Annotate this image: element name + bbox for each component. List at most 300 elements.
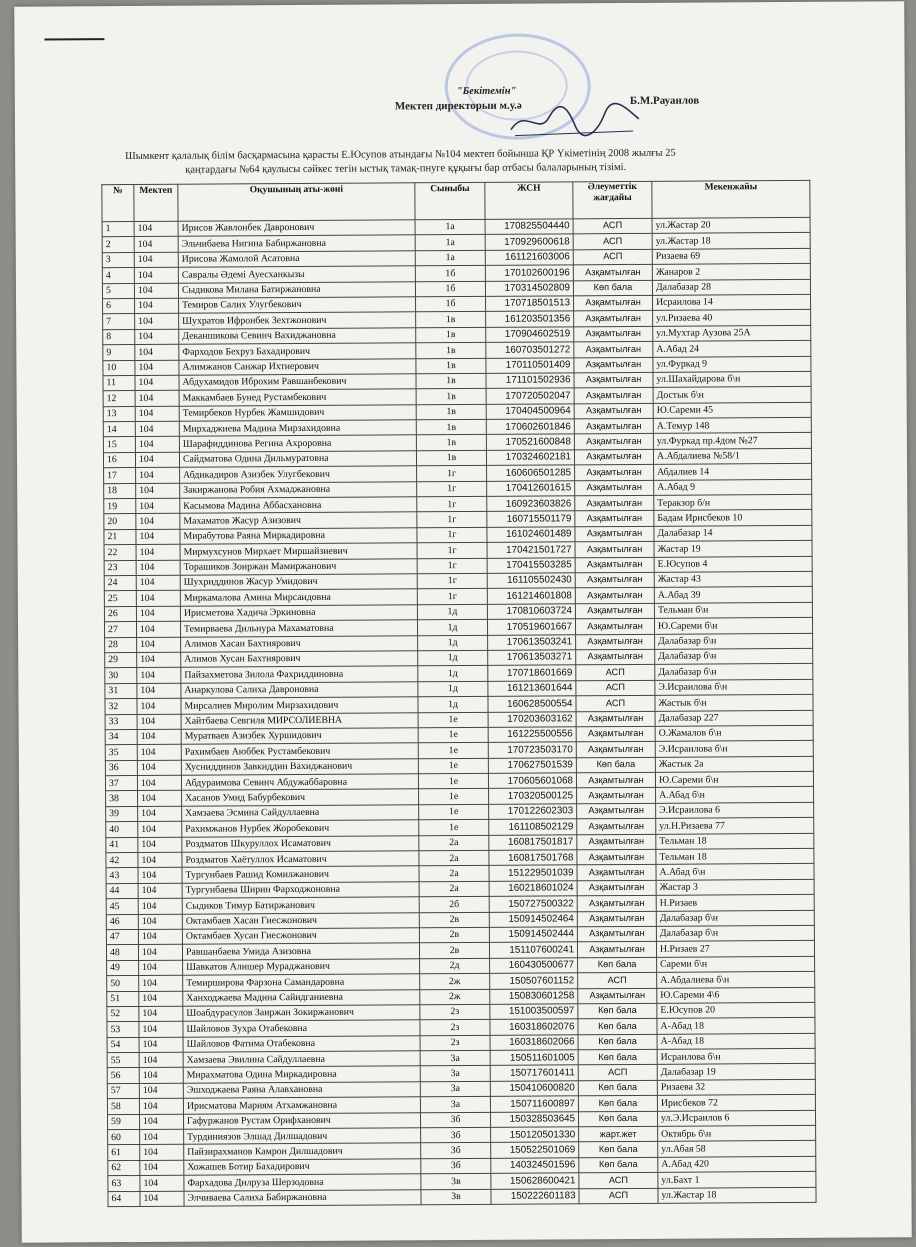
school-number: 104: [134, 221, 178, 237]
school-number: 104: [134, 283, 178, 299]
school-number: 104: [137, 668, 181, 684]
social-status: Азқамтылған: [574, 418, 653, 434]
social-status: Көп бала: [576, 757, 655, 773]
social-status: АСП: [579, 1188, 658, 1204]
class: 2а: [419, 850, 489, 866]
address: ул.Э.Исраилов 6: [657, 1110, 815, 1126]
student-name: Гафуржанов Рустам Орифханович: [183, 1112, 420, 1129]
student-name: Алимжанов Санжар Ихтиерович: [179, 358, 416, 375]
student-name: Темирширова Фарзона Самандаровна: [183, 974, 420, 991]
school-number: 104: [139, 960, 183, 976]
social-status: АСП: [578, 972, 657, 988]
row-number: 8: [103, 329, 135, 345]
class: 1г: [417, 543, 487, 559]
address: ул.Фуркад 9: [653, 356, 811, 372]
address: Далабазар б\н: [656, 910, 814, 926]
address: ул.Фуркад пр.4дом №27: [653, 433, 811, 449]
director-name: Б.М.Рауанлов: [629, 94, 700, 107]
row-number: 35: [105, 745, 137, 761]
school-number: 104: [134, 237, 178, 253]
row-number: 3: [102, 252, 134, 268]
class: 2а: [419, 881, 489, 897]
social-status: Азқамтылған: [575, 465, 654, 481]
address: Ю.Сареми б\н: [654, 618, 812, 634]
address: Е.Юсупов 20: [657, 1002, 815, 1018]
school-number: 104: [136, 514, 180, 530]
address: Исраилова 14: [653, 294, 811, 310]
class: 3в: [421, 1189, 491, 1205]
social-status: Көп бала: [579, 1142, 658, 1158]
social-status: Азқамтылған: [576, 634, 655, 650]
row-number: 12: [103, 391, 135, 407]
class: 1е: [418, 727, 488, 743]
row-number: 2: [102, 237, 134, 253]
row-number: 7: [103, 314, 135, 330]
student-name: Хамзаева Эвилина Сайдуллаевна: [183, 1051, 420, 1068]
row-number: 52: [107, 1006, 139, 1022]
address: А.Абад 9: [654, 479, 812, 495]
school-number: 104: [139, 1006, 183, 1022]
heading-line-2: қаңтардағы №64 қаулысы сәйкес тегін ыстық тамақ-пнуге құқығы бар отбасы балаларының тізімі.: [185, 161, 627, 176]
address: А.Абад б\н: [656, 787, 814, 803]
social-status: АСП: [573, 234, 652, 250]
address: Далабазар 227: [655, 710, 813, 726]
iin: 160318602076: [490, 1019, 578, 1035]
class: 1в: [416, 327, 486, 343]
address: А.Абад б\н: [656, 864, 814, 880]
row-number: 45: [106, 899, 138, 915]
class: 3б: [420, 1112, 490, 1128]
iin: 151003500597: [490, 1004, 578, 1020]
address: Е.Юсупов 4: [654, 556, 812, 572]
class: 2з: [420, 1004, 490, 1020]
class: 1д: [418, 650, 488, 666]
social-status: Азқамтылған: [577, 880, 656, 896]
table-row: [108, 1187, 816, 1207]
iin: 170718501513: [486, 296, 574, 312]
school-number: 104: [139, 1022, 183, 1038]
iin: 170720502047: [486, 388, 574, 404]
address: Тельман 18: [656, 833, 814, 849]
school-number: 104: [139, 1037, 183, 1053]
class: 1в: [416, 358, 486, 374]
corner-mark: [44, 38, 104, 40]
class: 1е: [418, 773, 488, 789]
student-name: Роздматов Шкуруллох Исаматович: [182, 835, 419, 852]
address: ул.Бахт 1: [658, 1172, 816, 1188]
social-status: Азқамтылған: [576, 742, 655, 758]
row-number: 21: [104, 529, 136, 545]
school-number: 104: [136, 498, 180, 514]
school-number: 104: [135, 329, 179, 345]
student-name: Ирисов Жавлонбек Давронович: [178, 220, 415, 237]
school-number: 104: [138, 852, 182, 868]
col-header-social-status: Әлеуметтік жағдайы: [573, 181, 652, 218]
address: Октябрь б\н: [658, 1125, 816, 1141]
row-number: 5: [102, 283, 134, 299]
student-name: Сайдматова Одина Дильмуратовна: [179, 451, 416, 468]
social-status: Азқамтылған: [577, 942, 656, 958]
class: 1е: [419, 789, 489, 805]
school-number: 104: [134, 267, 178, 283]
iin: 151229501039: [489, 865, 577, 881]
student-name: Ханходжаева Мадина Сайидганиевна: [183, 989, 420, 1006]
class: 1а: [415, 235, 485, 251]
class: 1г: [417, 512, 487, 528]
student-name: Касымова Мадина Аббасхановна: [180, 497, 417, 514]
student-name: Шарафиддинова Регина Ахроровна: [179, 435, 416, 452]
iin: 170825504440: [485, 219, 573, 235]
iin: 170314502809: [485, 280, 573, 296]
address: ул.Ризаева 40: [653, 310, 811, 326]
row-number: 32: [105, 699, 137, 715]
address: Тельман б\н: [654, 602, 812, 618]
class: 3б: [421, 1158, 491, 1174]
school-number: 104: [140, 1175, 184, 1191]
row-number: 46: [106, 914, 138, 930]
school-number: 104: [139, 975, 183, 991]
school-number: 104: [136, 591, 180, 607]
class: 1д: [417, 620, 487, 636]
school-number: 104: [139, 1083, 183, 1099]
address: Исраилова б\н: [657, 1048, 815, 1064]
school-number: 104: [135, 437, 179, 453]
address: ул.Мухтар Аузова 25А: [653, 325, 811, 341]
social-status: Көп бала: [578, 1111, 657, 1127]
row-number: 59: [108, 1114, 140, 1130]
row-number: 11: [103, 375, 135, 391]
students-table: [101, 180, 816, 1207]
col-header-address: Мекенжайы: [652, 180, 810, 218]
social-status: Азқамтылған: [577, 911, 656, 927]
class: 1д: [417, 604, 487, 620]
row-number: 13: [103, 406, 135, 422]
iin: 151107600241: [489, 942, 577, 958]
school-number: 104: [139, 1068, 183, 1084]
iin: 160715501179: [487, 511, 575, 527]
student-name: Абдураимова Севинч Абдужаббаровна: [181, 774, 418, 791]
school-number: 104: [135, 344, 179, 360]
iin: 150914502464: [489, 911, 577, 927]
row-number: 31: [105, 683, 137, 699]
iin: 161225500556: [488, 727, 576, 743]
class: 1а: [415, 219, 485, 235]
social-status: Азқамтылған: [577, 819, 656, 835]
address: Теракзор б/н: [654, 494, 812, 510]
row-number: 39: [106, 806, 138, 822]
iin: 170602601846: [486, 419, 574, 435]
iin: 170122602303: [489, 804, 577, 820]
iin: 150222601183: [491, 1188, 579, 1204]
student-name: Октамбаев Хусан Гиесжонович: [182, 928, 419, 945]
address: Ризаева 32: [657, 1079, 815, 1095]
class: 1г: [417, 558, 487, 574]
school-number: 104: [137, 775, 181, 791]
row-number: 38: [106, 791, 138, 807]
address: Ирисбеков 72: [657, 1095, 815, 1111]
class: 1б: [416, 296, 486, 312]
social-status: Азқамтылған: [574, 434, 653, 450]
social-status: Азқамтылған: [576, 772, 655, 788]
address: Тельман 18: [656, 848, 814, 864]
director-title: Мектеп директорыи м.у.ә: [394, 99, 522, 113]
col-header-school: Мектеп: [134, 184, 178, 221]
student-name: Шайловов Зухра Отабековна: [183, 1020, 420, 1037]
class: 2б: [419, 897, 489, 913]
iin: 160628500554: [488, 696, 576, 712]
student-name: Мирхаджиева Мадина Мирзахидовна: [179, 420, 416, 437]
school-number: 104: [138, 791, 182, 807]
row-number: 23: [104, 560, 136, 576]
student-name: Октамбаев Хасан Гиесжонович: [182, 912, 419, 929]
row-number: 58: [107, 1099, 139, 1115]
row-number: 15: [103, 437, 135, 453]
student-name: Мирмухсунов Мирхает Миршайзиевич: [180, 543, 417, 560]
row-number: 50: [107, 976, 139, 992]
student-name: Эшходжаева Раяна Алавхановна: [183, 1082, 420, 1099]
social-status: Азқамтылған: [574, 403, 653, 419]
student-name: Деканшикова Севинч Вахиджановна: [179, 328, 416, 345]
school-number: 104: [135, 452, 179, 468]
class: 1д: [418, 666, 488, 682]
social-status: Көп бала: [578, 1019, 657, 1035]
address: Абдалиев 14: [654, 464, 812, 480]
row-number: 22: [104, 545, 136, 561]
student-name: Ирисметова Хадича Эркиновна: [180, 605, 417, 622]
school-number: 104: [137, 637, 181, 653]
social-status: Азқамтылған: [576, 726, 655, 742]
col-header-number: №: [102, 185, 134, 222]
school-number: 104: [135, 314, 179, 330]
row-number: 44: [106, 883, 138, 899]
social-status: Азқамтылған: [577, 865, 656, 881]
social-status: Азқамтылған: [575, 526, 654, 542]
row-number: 16: [103, 452, 135, 468]
class: 3а: [420, 1097, 490, 1113]
student-name: Роздматов Хаётуллох Исаматович: [182, 851, 419, 868]
iin: 160218601024: [489, 881, 577, 897]
address: Э.Исраилова б\н: [655, 679, 813, 695]
school-number: 104: [136, 483, 180, 499]
address: А-Абад 18: [657, 1018, 815, 1034]
school-number: 104: [134, 252, 178, 268]
address: ул.Жастар 18: [658, 1187, 816, 1203]
student-name: Алимов Хусан Бахтиярович: [181, 651, 418, 668]
address: Жастар 19: [654, 541, 812, 557]
class: 1г: [417, 481, 487, 497]
social-status: Азқамтылған: [575, 480, 654, 496]
school-number: 104: [139, 1052, 183, 1068]
row-number: 37: [105, 776, 137, 792]
address: Достык б\н: [653, 387, 811, 403]
school-number: 104: [140, 1145, 184, 1161]
school-number: 104: [136, 621, 180, 637]
school-number: 104: [137, 714, 181, 730]
student-name: Закиржанова Робия Ахмаджановна: [180, 481, 417, 498]
iin: 150711600897: [490, 1096, 578, 1112]
address: ул.Шахайдарова б\н: [653, 371, 811, 387]
iin: 170929600618: [485, 234, 573, 250]
class: 1г: [417, 527, 487, 543]
class: 2з: [420, 1020, 490, 1036]
school-number: 104: [137, 698, 181, 714]
iin: 150120501330: [491, 1127, 579, 1143]
address: Э.Исраилова 6: [656, 802, 814, 818]
school-number: 104: [140, 1114, 184, 1130]
iin: 140324501596: [491, 1158, 579, 1174]
student-name: Хожашев Ботир Бахадирович: [184, 1159, 421, 1176]
iin: 170324602181: [486, 450, 574, 466]
social-status: Көп бала: [578, 1080, 657, 1096]
social-status: Азқамтылған: [577, 896, 656, 912]
row-number: 51: [107, 991, 139, 1007]
social-status: Азқамтылған: [574, 311, 653, 327]
iin: 160817501768: [489, 850, 577, 866]
class: 3б: [421, 1143, 491, 1159]
social-status: Азқамтылған: [574, 449, 653, 465]
student-name: Хайтбаева Севгиля МИРСОЛИЕВНА: [181, 712, 418, 729]
class: 1е: [418, 743, 488, 759]
class: 1е: [419, 820, 489, 836]
class: 1в: [416, 389, 486, 405]
class: 1б: [415, 266, 485, 282]
social-status: Азқамтылған: [577, 849, 656, 865]
school-number: 104: [138, 945, 182, 961]
school-number: 104: [135, 375, 179, 391]
social-status: АСП: [576, 680, 655, 696]
class: 1в: [416, 373, 486, 389]
address: Жастар 3: [656, 879, 814, 895]
class: 2д: [420, 958, 490, 974]
social-status: Азқамтылған: [575, 542, 654, 558]
class: 1в: [416, 404, 486, 420]
social-status: Көп бала: [578, 1096, 657, 1112]
class: 1е: [419, 804, 489, 820]
address: ул.Абая 58: [658, 1141, 816, 1157]
iin: 170904602519: [486, 327, 574, 343]
class: 2ж: [420, 989, 490, 1005]
row-number: 18: [104, 483, 136, 499]
row-number: 28: [105, 637, 137, 653]
student-name: Сыдиков Тимур Батиржанович: [182, 897, 419, 914]
address: Э.Исраилова б\н: [655, 741, 813, 757]
student-name: Алимов Хасан Бахтиярович: [181, 635, 418, 652]
student-name: Мирабутова Раяна Миркадировна: [180, 528, 417, 545]
address: Ризаева 69: [652, 248, 810, 264]
class: 3а: [420, 1066, 490, 1082]
address: Далабазар б\н: [655, 664, 813, 680]
iin: 170613503241: [488, 634, 576, 650]
class: 1г: [417, 496, 487, 512]
social-status: Көп бала: [578, 1003, 657, 1019]
class: 3б: [421, 1127, 491, 1143]
social-status: Азқамтылған: [574, 341, 653, 357]
col-header-class: Сыныбы: [415, 182, 485, 219]
school-number: 104: [135, 360, 179, 376]
address: Далабазар б\н: [655, 633, 813, 649]
social-status: АСП: [573, 218, 652, 234]
social-status: жарт.жет: [579, 1126, 658, 1142]
row-number: 6: [103, 298, 135, 314]
iin: 170723503170: [488, 742, 576, 758]
student-name: Эльчибаева Нигина Бабиржановна: [178, 235, 415, 252]
school-number: 104: [136, 606, 180, 622]
student-name: Анаркулова Салиха Давроновна: [181, 681, 418, 698]
school-number: 104: [138, 914, 182, 930]
student-name: Темирбеков Нурбек Жамшидович: [179, 404, 416, 421]
school-number: 104: [137, 729, 181, 745]
school-number: 104: [136, 575, 180, 591]
social-status: Азқамтылған: [575, 557, 654, 573]
iin: 150522501069: [491, 1142, 579, 1158]
social-status: АСП: [576, 665, 655, 681]
social-status: АСП: [578, 1065, 657, 1081]
class: 2з: [420, 1035, 490, 1051]
student-name: Шухриддинов Жасур Умидович: [180, 574, 417, 591]
class: 3в: [421, 1174, 491, 1190]
address: А.Абад 24: [653, 340, 811, 356]
address: О.Жамалов б\н: [655, 725, 813, 741]
iin: 170613503271: [488, 650, 576, 666]
row-number: 55: [107, 1053, 139, 1069]
row-number: 43: [106, 868, 138, 884]
iin: 170421501727: [487, 542, 575, 558]
address: ул.Жастар 18: [652, 233, 810, 249]
iin: 161108502129: [489, 819, 577, 835]
iin: 170521600848: [486, 434, 574, 450]
school-number: 104: [138, 806, 182, 822]
row-number: 47: [106, 929, 138, 945]
iin: 170605601068: [488, 773, 576, 789]
class: 1г: [417, 573, 487, 589]
student-name: Рахимбаев Аюббек Рустамбекович: [181, 743, 418, 760]
row-number: 26: [104, 606, 136, 622]
iin: 161024601489: [487, 527, 575, 543]
class: 2а: [419, 835, 489, 851]
iin: 150507601152: [490, 973, 578, 989]
row-number: 54: [107, 1037, 139, 1053]
row-number: 34: [105, 729, 137, 745]
iin: 170203603162: [488, 711, 576, 727]
social-status: Азқамтылған: [577, 834, 656, 850]
row-number: 10: [103, 360, 135, 376]
row-number: 57: [107, 1083, 139, 1099]
social-status: Азқамтылған: [575, 603, 654, 619]
iin: 150511601005: [490, 1050, 578, 1066]
list-heading: [125, 146, 805, 178]
iin: 170102600196: [485, 265, 573, 281]
iin: 170810603724: [487, 604, 575, 620]
student-name: Тургунбаева Ширин Фарходжоновна: [182, 882, 419, 899]
row-number: 30: [105, 668, 137, 684]
social-status: АСП: [579, 1173, 658, 1189]
class: 3а: [420, 1050, 490, 1066]
row-number: 60: [108, 1130, 140, 1146]
student-name: Ирисова Жамолой Асатовна: [178, 251, 415, 268]
social-status: Азқамтылған: [575, 572, 654, 588]
student-name: Мирахматова Одина Миркадировна: [183, 1066, 420, 1083]
social-status: Азқамтылған: [575, 495, 654, 511]
class: 1г: [417, 589, 487, 605]
class: 1д: [418, 696, 488, 712]
student-name: Темиров Салих Улугбекович: [179, 297, 416, 314]
row-number: 1: [102, 222, 134, 238]
iin: 150628600421: [491, 1173, 579, 1189]
address: А.Абад 420: [658, 1156, 816, 1172]
iin: 161213601644: [488, 681, 576, 697]
address: ул.Н.Ризаева 77: [656, 818, 814, 834]
address: А-Абад 18: [657, 1033, 815, 1049]
